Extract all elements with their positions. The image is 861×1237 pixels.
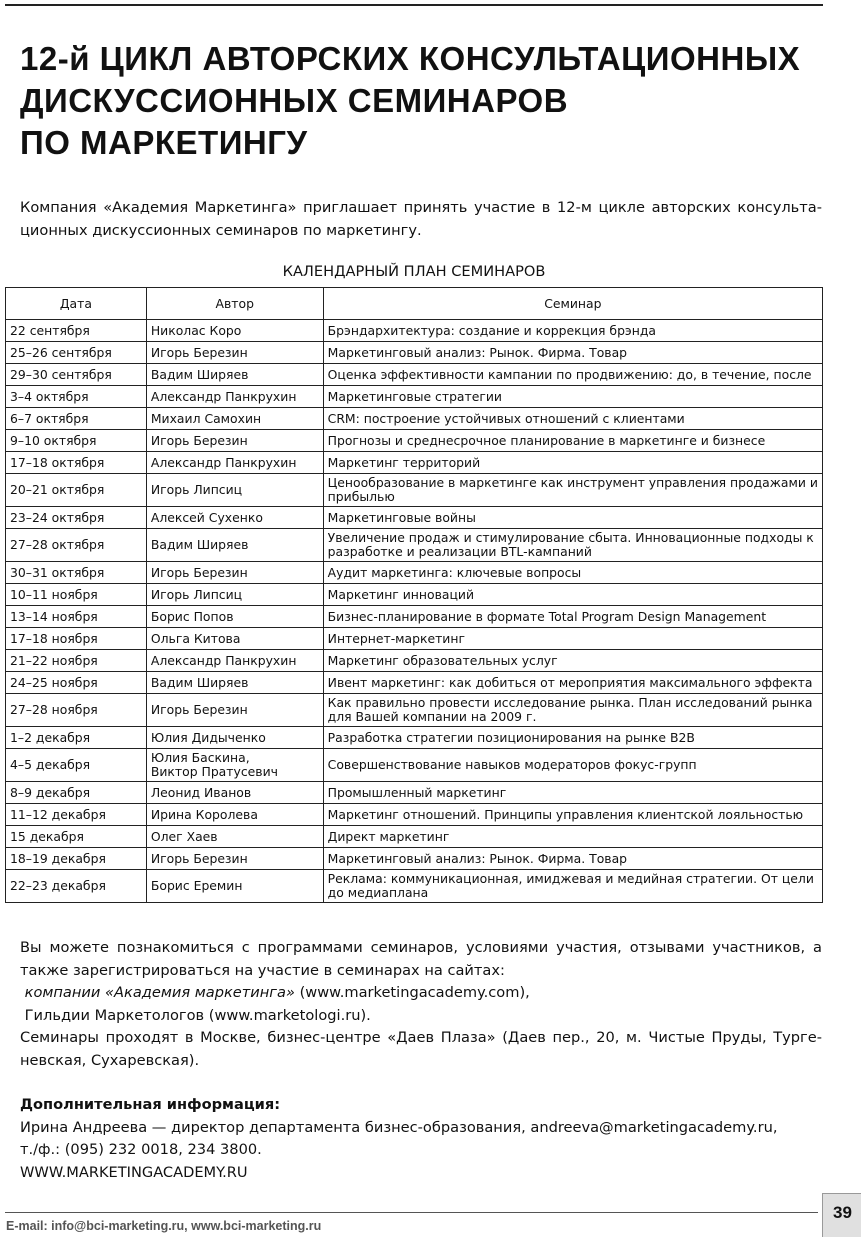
cell-date: 17–18 ноября (6, 628, 147, 650)
cell-seminar: Директ маркетинг (323, 826, 822, 848)
table-row (6, 342, 823, 364)
cell-seminar: Ивент маркетинг: как добиться от мероприятия максимального эффекта (323, 672, 822, 694)
cell-seminar: Аудит маркетинга: ключевые вопросы (323, 562, 822, 584)
cell-author: Александр Панкрухин (146, 650, 323, 672)
cell-seminar: Как правильно провести исследование рынка. План исследований рынка для Вашей компании на 2009 г. (323, 694, 822, 727)
cell-seminar: Интернет-маркетинг (323, 628, 822, 650)
header-author: Автор (146, 288, 323, 320)
title-line-2: ДИСКУССИОННЫХ СЕМИНАРОВ (20, 82, 569, 119)
bottom-rule (5, 1212, 818, 1213)
cell-author: Игорь Березин (146, 430, 323, 452)
cell-author: Александр Панкрухин (146, 452, 323, 474)
table-row (6, 650, 823, 672)
cell-seminar: Совершенствование навыков модераторов фокус-групп (323, 749, 822, 782)
title-line-3: ПО МАРКЕТИНГУ (20, 124, 308, 161)
table-row (6, 672, 823, 694)
table-row (6, 529, 823, 562)
cell-date: 10–11 ноября (6, 584, 147, 606)
contact-site[interactable]: WWW.MARKETINGACADEMY.RU (20, 1163, 248, 1181)
cell-author: Борис Еремин (146, 870, 323, 903)
registration-info (20, 937, 822, 1072)
cell-date: 30–31 октября (6, 562, 147, 584)
contacts-heading: Дополнительная информация: (20, 1096, 281, 1113)
registration-paragraph: Вы можете познакомиться с программами семинаров, условиями участия, отзывами участников, а также зарегистрироваться на участие в семинарах на сайтах: (20, 939, 822, 979)
cell-seminar: Маркетинг образовательных услуг (323, 650, 822, 672)
table-row (6, 364, 823, 386)
footer-contacts: E-mail: info@bci-marketing.ru, www.bci-marketing.ru (6, 1219, 322, 1233)
cell-date: 1–2 декабря (6, 727, 147, 749)
table-row (6, 826, 823, 848)
table-row (6, 507, 823, 529)
cell-date: 11–12 декабря (6, 804, 147, 826)
seminar-schedule-table (5, 287, 823, 903)
cell-author: Игорь Березин (146, 848, 323, 870)
venue-paragraph (20, 1027, 822, 1072)
top-rule (5, 4, 823, 6)
cell-seminar: CRM: построение устойчивых отношений с клиентами (323, 408, 822, 430)
cell-author: Михаил Самохин (146, 408, 323, 430)
cell-date: 27–28 ноября (6, 694, 147, 727)
cell-date: 27–28 октября (6, 529, 147, 562)
header-seminar: Семинар (323, 288, 822, 320)
contact-person: Ирина Андреева — директор департамента бизнес-образования, andreeva@marketingacademy.ru, (20, 1118, 778, 1136)
cell-seminar: Разработка стратегии позиционирования на рынке B2B (323, 727, 822, 749)
table-row (6, 562, 823, 584)
cell-date: 20–21 октября (6, 474, 147, 507)
guild-site-text[interactable]: Гильдии Маркетологов (www.marketologi.ru). (24, 1006, 371, 1024)
cell-seminar: Маркетинговый анализ: Рынок. Фирма. Товар (323, 342, 822, 364)
cell-author: Ирина Королева (146, 804, 323, 826)
cell-seminar: Маркетинговый анализ: Рынок. Фирма. Товар (323, 848, 822, 870)
cell-seminar: Бизнес-планирование в формате Total Program Design Management (323, 606, 822, 628)
cell-author: Игорь Липсиц (146, 584, 323, 606)
cell-seminar: Прогнозы и среднесрочное планирование в маркетинге и бизнесе (323, 430, 822, 452)
cell-seminar: Маркетинговые стратегии (323, 386, 822, 408)
table-row (6, 320, 823, 342)
cell-author: Леонид Иванов (146, 782, 323, 804)
cell-author: Александр Панкрухин (146, 386, 323, 408)
cell-date: 25–26 сентября (6, 342, 147, 364)
cell-author: Игорь Липсиц (146, 474, 323, 507)
table-body (6, 320, 823, 903)
cell-date: 9–10 октября (6, 430, 147, 452)
cell-author: Игорь Березин (146, 562, 323, 584)
table-row (6, 474, 823, 507)
cell-date: 8–9 декабря (6, 782, 147, 804)
cell-date: 22 сентября (6, 320, 147, 342)
cell-author: Игорь Березин (146, 694, 323, 727)
cell-author: Борис Попов (146, 606, 323, 628)
cell-date: 4–5 декабря (6, 749, 147, 782)
table-row (6, 606, 823, 628)
table-row (6, 694, 823, 727)
table-row (6, 452, 823, 474)
contacts-block (20, 1094, 822, 1184)
academy-site-url[interactable]: (www.marketingacademy.com), (299, 984, 530, 1001)
cell-seminar: Увеличение продаж и стимулирование сбыта. Инновационные подходы к разработке и реализации BTL-кампаний (323, 529, 822, 562)
cell-seminar: Промышленный маркетинг (323, 782, 822, 804)
table-row (6, 804, 823, 826)
table-row (6, 628, 823, 650)
venue-text: Семинары проходят в Москве, бизнес-центре «Даев Плаза» (Даев пер., 20, м. Чистые Пруды, Тургеневская, Сухаревская). (20, 1029, 822, 1069)
table-row (6, 870, 823, 903)
cell-author: Вадим Ширяев (146, 672, 323, 694)
cell-author: Игорь Березин (146, 342, 323, 364)
cell-date: 21–22 ноября (6, 650, 147, 672)
contact-phone: т./ф.: (095) 232 0018, 234 3800. (20, 1141, 262, 1158)
cell-seminar: Маркетинг отношений. Принципы управления клиентской лояльностью (323, 804, 822, 826)
header-date: Дата (6, 288, 147, 320)
cell-date: 22–23 декабря (6, 870, 147, 903)
cell-seminar: Маркетинг территорий (323, 452, 822, 474)
cell-seminar: Брэндархитектура: создание и коррекция брэнда (323, 320, 822, 342)
table-row (6, 848, 823, 870)
page-title (20, 38, 840, 164)
title-line-1: 12-й ЦИКЛ АВТОРСКИХ КОНСУЛЬТАЦИОННЫХ (20, 40, 801, 77)
table-row (6, 430, 823, 452)
cell-date: 23–24 октября (6, 507, 147, 529)
table-row (6, 408, 823, 430)
cell-author: Вадим Ширяев (146, 529, 323, 562)
table-row (6, 727, 823, 749)
cell-author: Олег Хаев (146, 826, 323, 848)
cell-author: Юлия Дидыченко (146, 727, 323, 749)
table-row (6, 386, 823, 408)
cell-author: Юлия Баскина, Виктор Пратусевич (146, 749, 323, 782)
cell-seminar: Маркетинговые войны (323, 507, 822, 529)
cell-date: 24–25 ноября (6, 672, 147, 694)
cell-author: Николас Коро (146, 320, 323, 342)
table-row (6, 584, 823, 606)
cell-date: 18–19 декабря (6, 848, 147, 870)
cell-author: Алексей Сухенко (146, 507, 323, 529)
cell-author: Вадим Ширяев (146, 364, 323, 386)
guild-site-line (20, 1005, 822, 1028)
cell-date: 6–7 октября (6, 408, 147, 430)
cell-date: 13–14 ноября (6, 606, 147, 628)
cell-date: 29–30 сентября (6, 364, 147, 386)
cell-author: Ольга Китова (146, 628, 323, 650)
page-number: 39 (822, 1193, 861, 1237)
cell-seminar: Реклама: коммуникационная, имиджевая и медийная стратегии. От цели до медиаплана (323, 870, 822, 903)
cell-date: 3–4 октября (6, 386, 147, 408)
intro-paragraph (20, 196, 822, 242)
table-header-row (6, 288, 823, 320)
cell-date: 15 декабря (6, 826, 147, 848)
academy-site-label: компании «Академия маркетинга» (24, 984, 300, 1001)
cell-seminar: Оценка эффективности кампании по продвижению: до, в течение, после (323, 364, 822, 386)
table-row (6, 782, 823, 804)
intro-text: Компания «Академия Маркетинга» приглашает принять участие в 12-м цикле авторских консультационных дискуссионных семинаров по маркетингу. (20, 199, 822, 239)
cell-seminar: Ценообразование в маркетинге как инструмент управления продажами и прибылью (323, 474, 822, 507)
cell-date: 17–18 октября (6, 452, 147, 474)
academy-site-line (20, 982, 822, 1005)
table-caption: КАЛЕНДАРНЫЙ ПЛАН СЕМИНАРОВ (282, 263, 546, 280)
cell-seminar: Маркетинг инноваций (323, 584, 822, 606)
table-row (6, 749, 823, 782)
